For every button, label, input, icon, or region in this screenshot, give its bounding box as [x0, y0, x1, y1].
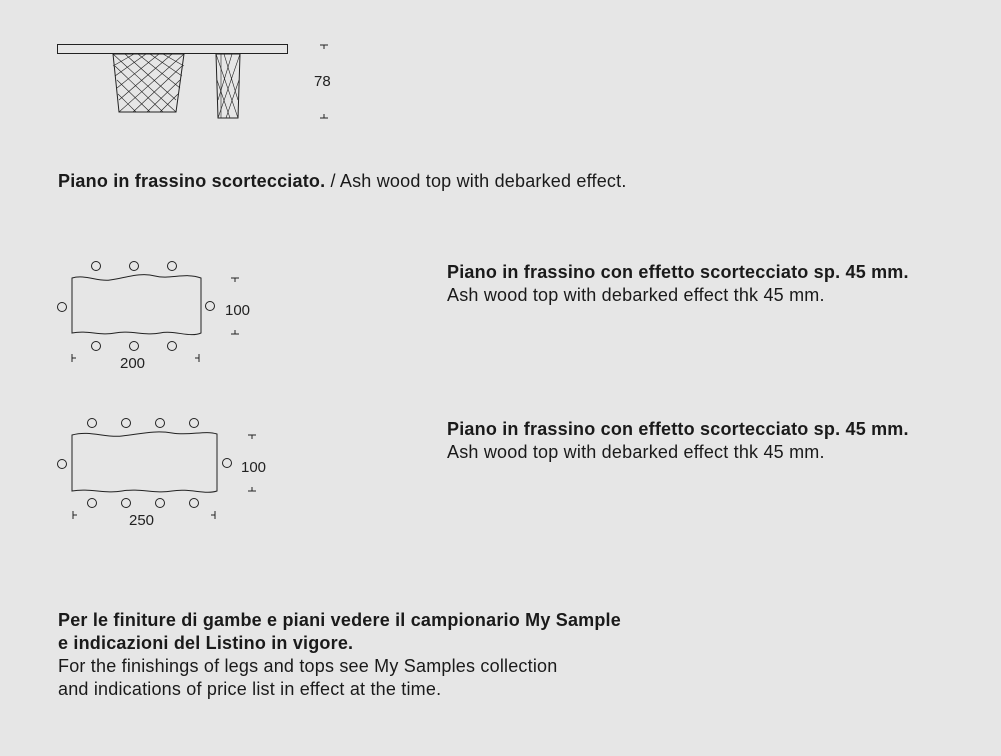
chair-icon — [190, 499, 199, 508]
width-label-250: 250 — [129, 512, 155, 529]
chair-icon — [92, 342, 101, 351]
top-caption — [58, 170, 627, 193]
width-label-200: 200 — [120, 355, 146, 372]
chair-icon — [58, 460, 67, 469]
chair-icon — [190, 419, 199, 428]
height-label: 78 — [314, 73, 331, 90]
chair-icon — [156, 419, 165, 428]
finishes-note-it-line1: Per le finiture di gambe e piani vedere il campionario My Sample — [58, 610, 621, 630]
chair-icon — [122, 419, 131, 428]
chair-icon — [88, 419, 97, 428]
chair-icon — [156, 499, 165, 508]
elevation-table-top — [58, 45, 288, 54]
finishes-note-en-line1: For the finishings of legs and tops see My Samples collection — [58, 656, 558, 676]
chair-icon — [92, 262, 101, 271]
table-200-description — [447, 261, 909, 307]
chair-icon — [168, 262, 177, 271]
chair-icon — [122, 499, 131, 508]
chair-icon — [223, 459, 232, 468]
chair-icon — [130, 262, 139, 271]
chair-icon — [130, 342, 139, 351]
table-200-description-it: Piano in frassino con effetto scortecciato sp. 45 mm. — [447, 262, 909, 282]
depth-label-200: 100 — [225, 302, 251, 319]
table-200-description-en: Ash wood top with debarked effect thk 45 mm. — [447, 285, 825, 305]
plan-table-200 — [58, 262, 240, 363]
depth-label-250: 100 — [241, 459, 267, 476]
chair-icon — [168, 342, 177, 351]
plan-table-250 — [58, 419, 257, 520]
chair-icon — [88, 499, 97, 508]
top-caption-italian: Piano in frassino scortecciato. — [58, 171, 326, 191]
finishes-note-en-line2: and indications of price list in effect at the time. — [58, 679, 442, 699]
table-250-description — [447, 418, 909, 464]
table-250-description-it: Piano in frassino con effetto scortecciato sp. 45 mm. — [447, 419, 909, 439]
chair-icon — [206, 302, 215, 311]
table-250-description-en: Ash wood top with debarked effect thk 45 mm. — [447, 442, 825, 462]
elevation-side-leg — [216, 54, 240, 118]
finishes-note — [58, 609, 621, 701]
chair-icon — [58, 303, 67, 312]
top-caption-english: / Ash wood top with debarked effect. — [325, 171, 627, 191]
finishes-note-it-line2: e indicazioni del Listino in vigore. — [58, 633, 354, 653]
elevation-front-leg — [113, 54, 184, 112]
